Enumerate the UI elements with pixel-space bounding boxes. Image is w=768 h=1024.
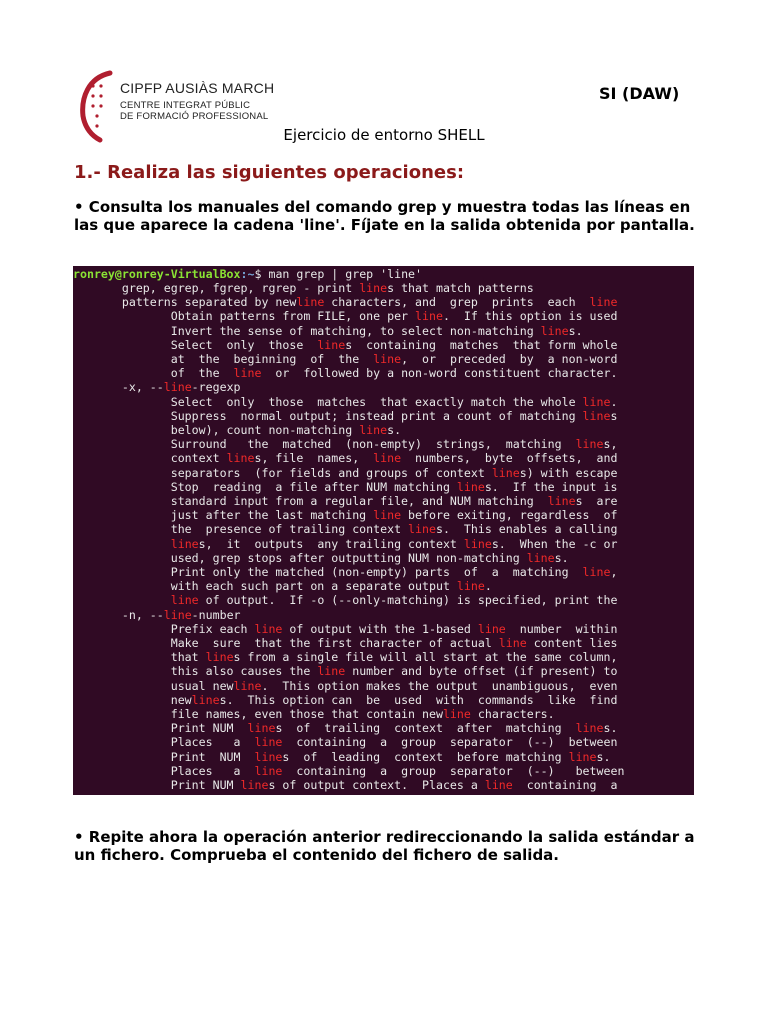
match-highlight: line bbox=[233, 366, 262, 381]
terminal-output-line: grep, egrep, fgrep, rgrep - print lines that match patterns bbox=[73, 281, 534, 295]
terminal-output-line: line of output. If -o (--only-matching) is specified, print the bbox=[170, 593, 618, 608]
match-highlight: line bbox=[317, 337, 346, 352]
terminal-output-line: Print NUM lines of trailing context after matching lines. bbox=[73, 721, 618, 736]
terminal-output-line: Suppress normal output; instead print a count of matching lines bbox=[73, 408, 618, 423]
match-highlight: line bbox=[317, 664, 346, 679]
match-highlight: line bbox=[359, 281, 388, 295]
terminal-output-line: Select only those lines containing matches that form whole bbox=[73, 337, 618, 352]
match-highlight: line bbox=[582, 565, 611, 579]
exercise-title: Ejercicio de entorno SHELL bbox=[283, 126, 485, 144]
terminal-output-line: below), count non-matching lines. bbox=[73, 423, 402, 437]
terminal-output-line: Make sure that the first character of actual line content lies bbox=[73, 636, 618, 650]
logo-subtitle-line1: CENTRE INTEGRAT PÚBLIC bbox=[120, 100, 251, 111]
course-code: SI (DAW) bbox=[599, 84, 680, 103]
match-highlight: line bbox=[254, 621, 283, 636]
terminal-output-line: context lines, file names, line numbers, byte offsets, and bbox=[73, 451, 618, 466]
terminal-output-line: newlines. This option can be used with commands like find bbox=[73, 692, 618, 707]
terminal-output-line: separators (for fields and groups of context lines) with escape bbox=[73, 465, 618, 480]
terminal-output-line: Print only the matched (non-empty) parts of a matching line, bbox=[73, 565, 618, 579]
match-highlight: line bbox=[170, 593, 199, 608]
terminal-output-line: file names, even those that contain newline characters. bbox=[73, 707, 555, 721]
match-highlight: line bbox=[205, 650, 234, 665]
terminal-output-line: that lines from a single file will all start at the same column, bbox=[73, 650, 618, 665]
terminal-output-line: Surround the matched (non-empty) strings, matching lines, bbox=[73, 437, 618, 452]
terminal-output-line: -x, --line-regexp bbox=[73, 380, 241, 395]
match-highlight: line bbox=[456, 579, 485, 594]
match-highlight: line bbox=[547, 494, 576, 508]
terminal-output-line: Places a line containing a group separator (--) between bbox=[73, 763, 625, 778]
match-highlight: line bbox=[526, 550, 555, 565]
match-highlight: line bbox=[373, 451, 402, 466]
terminal-output-line: Print NUM lines of output context. Places a line containing a bbox=[73, 778, 618, 792]
terminal-output-line: just after the last matching line before exiting, regardless of bbox=[73, 508, 618, 523]
match-highlight: line bbox=[442, 707, 471, 721]
match-highlight: line bbox=[540, 323, 569, 338]
match-highlight: line bbox=[163, 380, 192, 395]
terminal-output-line: standard input from a regular file, and NUM matching lines are bbox=[73, 494, 618, 508]
match-highlight: line bbox=[415, 309, 443, 324]
match-highlight: line bbox=[254, 735, 283, 750]
match-highlight: line bbox=[296, 295, 325, 310]
match-highlight: line bbox=[575, 437, 604, 452]
match-highlight: line bbox=[477, 621, 506, 636]
terminal-output-line: Stop reading a file after NUM matching lines. If the input is bbox=[73, 479, 618, 494]
terminal-output-line: the presence of trailing context lines. This enables a calling bbox=[73, 522, 618, 537]
match-highlight: line bbox=[491, 465, 520, 480]
match-highlight: line bbox=[226, 451, 255, 466]
prompt-path: :~ bbox=[240, 267, 255, 281]
match-highlight: line bbox=[568, 749, 597, 764]
terminal-output-line: used, grep stops after outputting NUM non-matching lines. bbox=[73, 550, 569, 565]
section-title: 1.- Realiza las siguientes operaciones: bbox=[74, 162, 465, 183]
match-highlight: line bbox=[456, 479, 485, 494]
match-highlight: line bbox=[575, 721, 604, 736]
match-highlight: line bbox=[247, 721, 276, 736]
terminal-output-line: Prefix each line of output with the 1-based line number within bbox=[73, 621, 618, 636]
match-highlight: line bbox=[233, 678, 262, 693]
terminal-output-line: at the beginning of the line, or preceded by a non-word bbox=[73, 352, 618, 366]
terminal-output-line: Places a line containing a group separator (--) between bbox=[73, 735, 618, 750]
terminal-output-line: Invert the sense of matching, to select non-matching lines. bbox=[73, 323, 583, 338]
match-highlight: line bbox=[463, 536, 492, 551]
match-highlight: line bbox=[373, 352, 402, 366]
match-highlight: line bbox=[170, 536, 199, 551]
match-highlight: line bbox=[373, 508, 402, 523]
match-highlight: line bbox=[582, 408, 611, 423]
match-highlight: line bbox=[484, 778, 513, 792]
instruction-paragraph-1: • Consulta los manuales del comando grep y muestra todas las líneas en las que aparece la cadena 'line'. Fíjate en la salida obtenida por pantalla. bbox=[74, 198, 695, 234]
match-highlight: line bbox=[498, 636, 527, 650]
terminal-output-line: with each such part on a separate output line. bbox=[73, 579, 492, 594]
match-highlight: line bbox=[589, 295, 618, 310]
match-highlight: line bbox=[163, 607, 192, 622]
prompt-user: ronrey@ronrey-VirtualBox bbox=[73, 267, 241, 281]
terminal-output-line: this also causes the line number and byte offset (if present) to bbox=[73, 664, 618, 679]
match-highlight: line bbox=[582, 394, 611, 409]
terminal-output-line: Print NUM lines of leading context before matching lines. bbox=[73, 749, 611, 764]
match-highlight: line bbox=[191, 692, 220, 707]
terminal-output-line: patterns separated by newline characters, and grep prints each line bbox=[73, 295, 618, 310]
terminal-prompt-line bbox=[73, 267, 422, 281]
prompt-command: $ man grep | grep 'line' bbox=[254, 267, 423, 281]
terminal-output-line: of the line or followed by a non-word constituent character. bbox=[73, 366, 618, 381]
match-highlight: line bbox=[408, 522, 436, 537]
terminal-output-line: usual newline. This option makes the output unambiguous, even bbox=[73, 678, 618, 693]
logo-text bbox=[120, 80, 274, 122]
terminal-output-line: lines, it outputs any trailing context lines. When the -c or bbox=[170, 536, 618, 551]
match-highlight: line bbox=[359, 423, 388, 437]
logo-subtitle-line2: DE FORMACIÓ PROFESSIONAL bbox=[120, 111, 269, 122]
terminal-output-line: Obtain patterns from FILE, one per line. If this option is used bbox=[73, 309, 618, 324]
instruction-paragraph-2: • Repite ahora la operación anterior redireccionando la salida estándar a un fichero. Comprueba el contenido del fichero de salida. bbox=[74, 828, 695, 864]
logo-name: CIPFP AUSIÀS MARCH bbox=[120, 80, 275, 96]
terminal-screenshot bbox=[73, 266, 694, 795]
match-highlight: line bbox=[240, 778, 269, 792]
terminal-output-line: Select only those matches that exactly match the whole line. bbox=[73, 394, 618, 409]
match-highlight: line bbox=[254, 763, 283, 778]
match-highlight: line bbox=[254, 749, 283, 764]
terminal-output-line: -n, --line-number bbox=[73, 607, 241, 622]
